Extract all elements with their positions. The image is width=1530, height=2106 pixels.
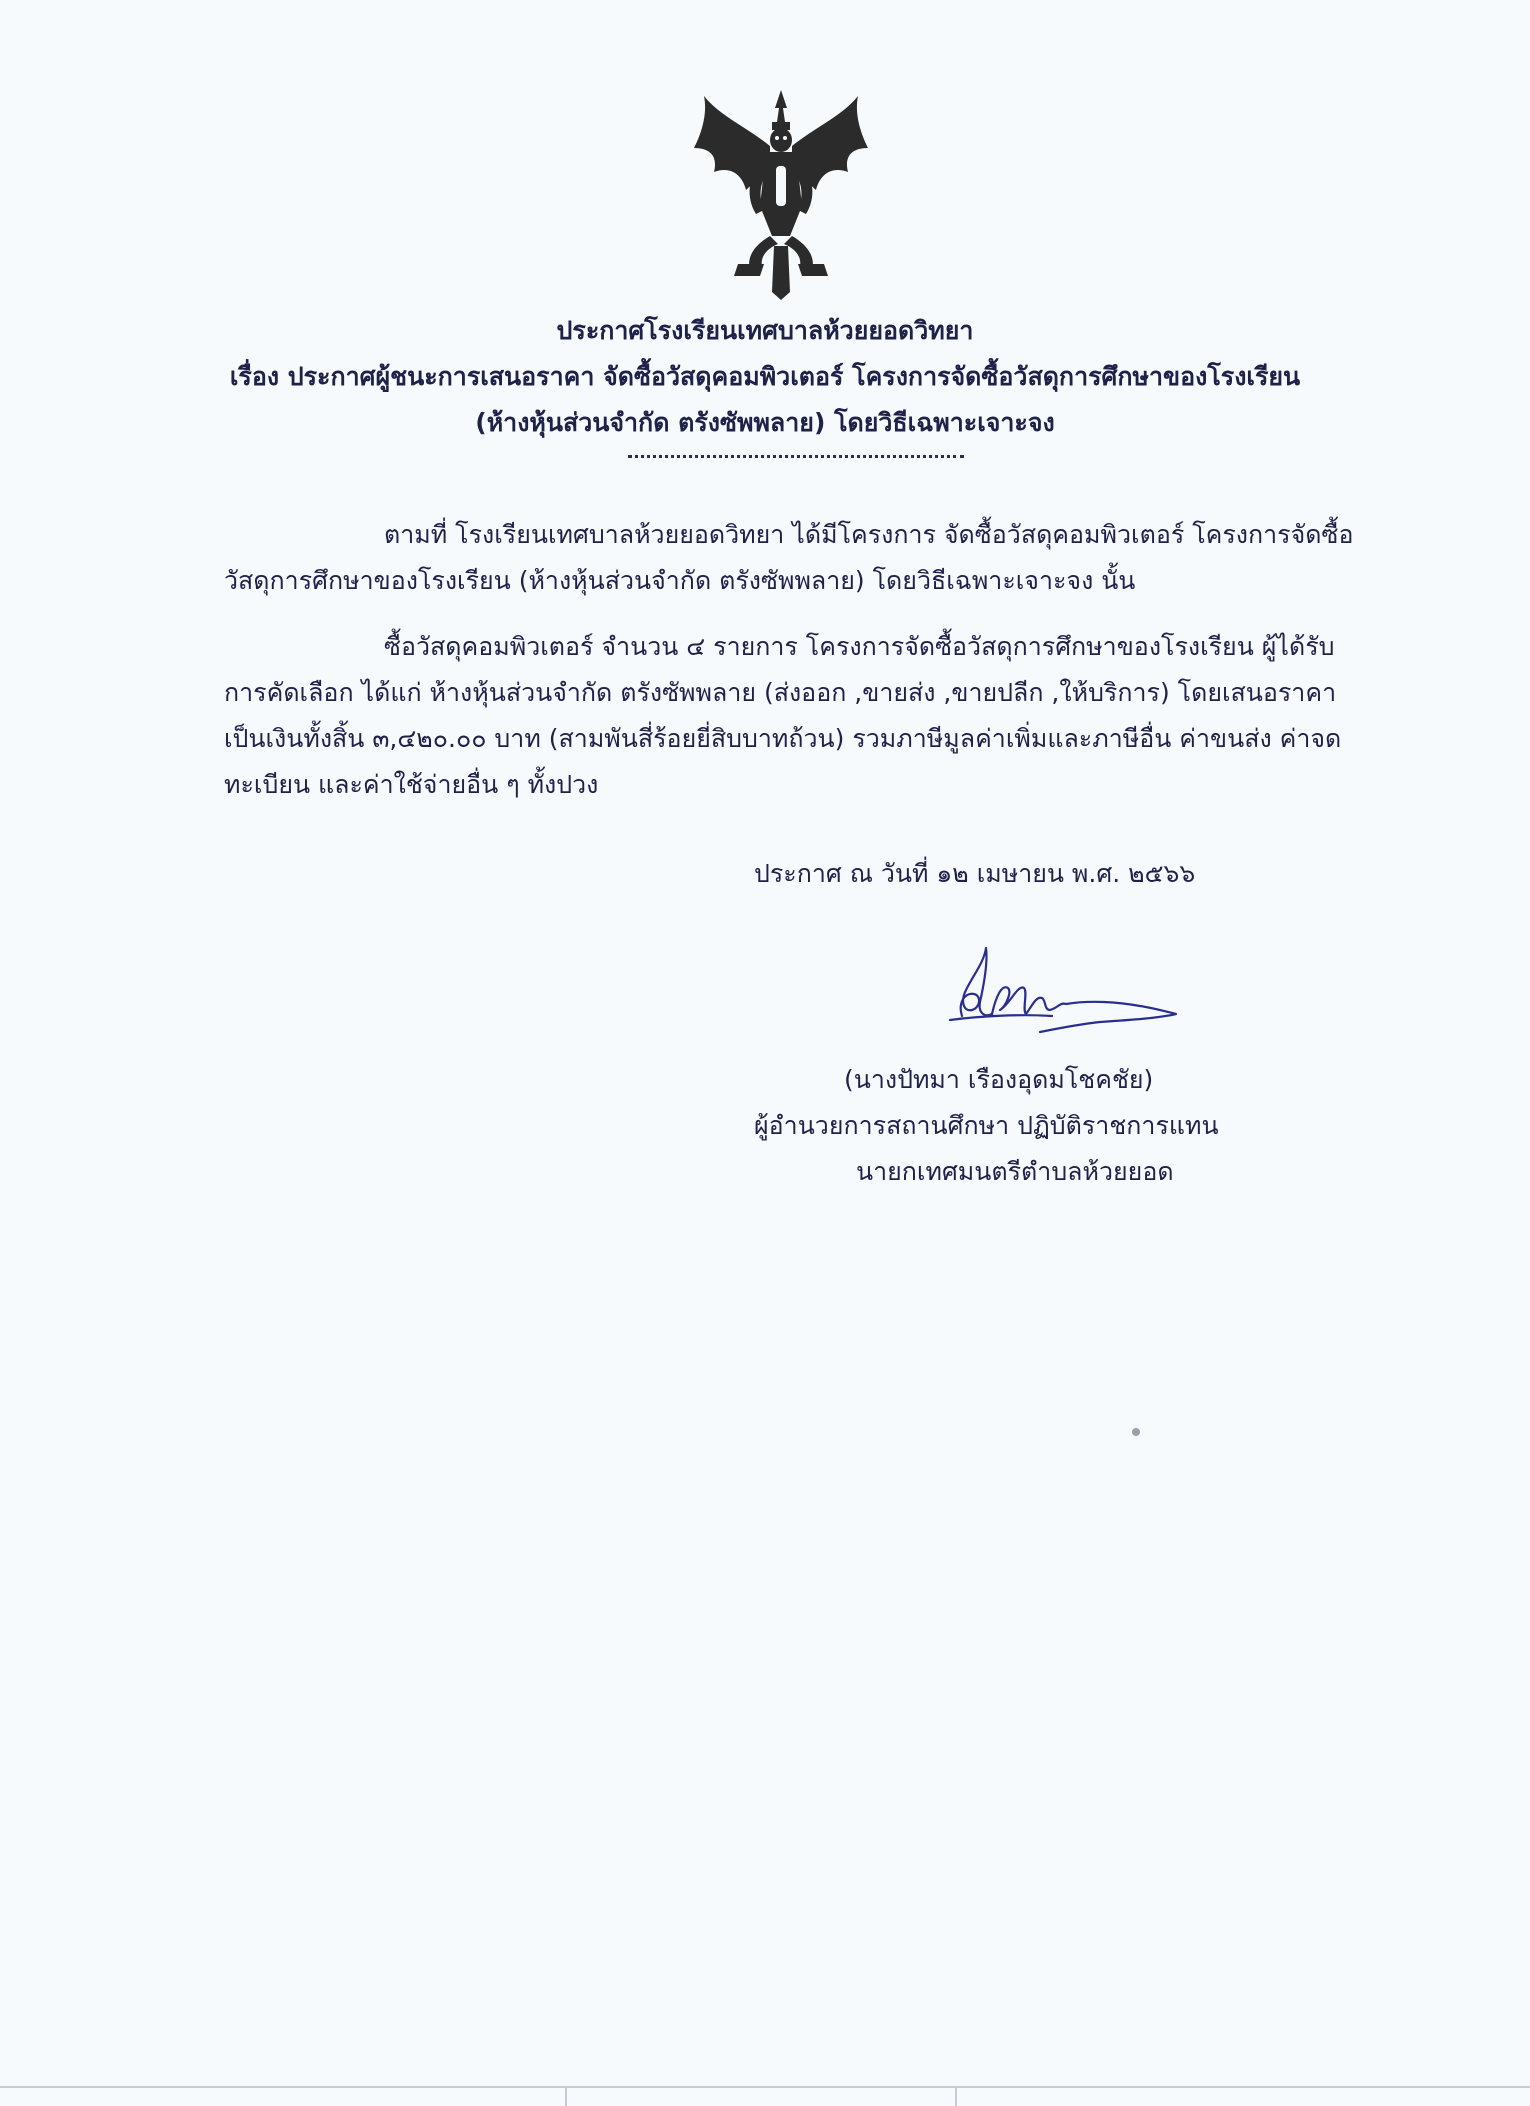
announcement-subject: เรื่อง ประกาศผู้ชนะการเสนอราคา จัดซื้อวัสดุคอมพิวเตอร์ โครงการจัดซื้อวัสดุการศึกษาของโรงเรียน — [229, 362, 1301, 391]
handwritten-signature — [940, 944, 1190, 1038]
garuda-emblem-icon — [690, 86, 872, 300]
dotted-separator — [628, 455, 964, 458]
scan-edge-tick — [565, 2088, 567, 2106]
announcement-date: ประกาศ ณ วันที่ ๑๒ เมษายน พ.ศ. ๒๕๖๖ — [754, 859, 1196, 888]
announcement-subject-line-2: (ห้างหุ้นส่วนจำกัด ตรังซัพพลาย) โดยวิธีเฉพาะเจาะจง — [475, 408, 1055, 437]
scan-bottom-edge — [0, 2086, 1530, 2088]
signer-acting-for: นายกเทศมนตรีตำบลห้วยยอด — [856, 1157, 1174, 1186]
signer-position: ผู้อำนวยการสถานศึกษา ปฏิบัติราชการแทน — [754, 1111, 1219, 1140]
announcement-title: ประกาศโรงเรียนเทศบาลห้วยยอดวิทยา — [556, 316, 974, 345]
scan-speck — [1132, 1428, 1140, 1436]
body-paragraph-2: ซื้อวัสดุคอมพิวเตอร์ จำนวน ๔ รายการ โครงการจัดซื้อวัสดุการศึกษาของโรงเรียน ผู้ได้รับการคัดเลือก ได้แก่ ห้างหุ้นส่วนจำกัด ตรังซัพพลาย (ส่งออก ,ขายส่ง ,ขายปลีก ,ให้บริการ) โดยเสนอราคาเป็นเงินทั้งสิ้น ๓,๔๒๐.๐๐ บาท (สามพันสี่ร้อยยี่สิบบาทถ้วน) รวมภาษีมูลค่าเพิ่มและภาษีอื่น ค่าขนส่ง ค่าจดทะเบียน และค่าใช้จ่ายอื่น ๆ ทั้งปวง — [224, 632, 1342, 799]
scan-edge-tick — [955, 2088, 957, 2106]
body-paragraph-1: ตามที่ โรงเรียนเทศบาลห้วยยอดวิทยา ได้มีโครงการ จัดซื้อวัสดุคอมพิวเตอร์ โครงการจัดซื้อวัสดุการศึกษาของโรงเรียน (ห้างหุ้นส่วนจำกัด ตรังซัพพลาย) โดยวิธีเฉพาะเจาะจง นั้น — [224, 520, 1354, 595]
signer-name: (นางปัทมา เรืองอุดมโชคชัย) — [844, 1065, 1154, 1094]
